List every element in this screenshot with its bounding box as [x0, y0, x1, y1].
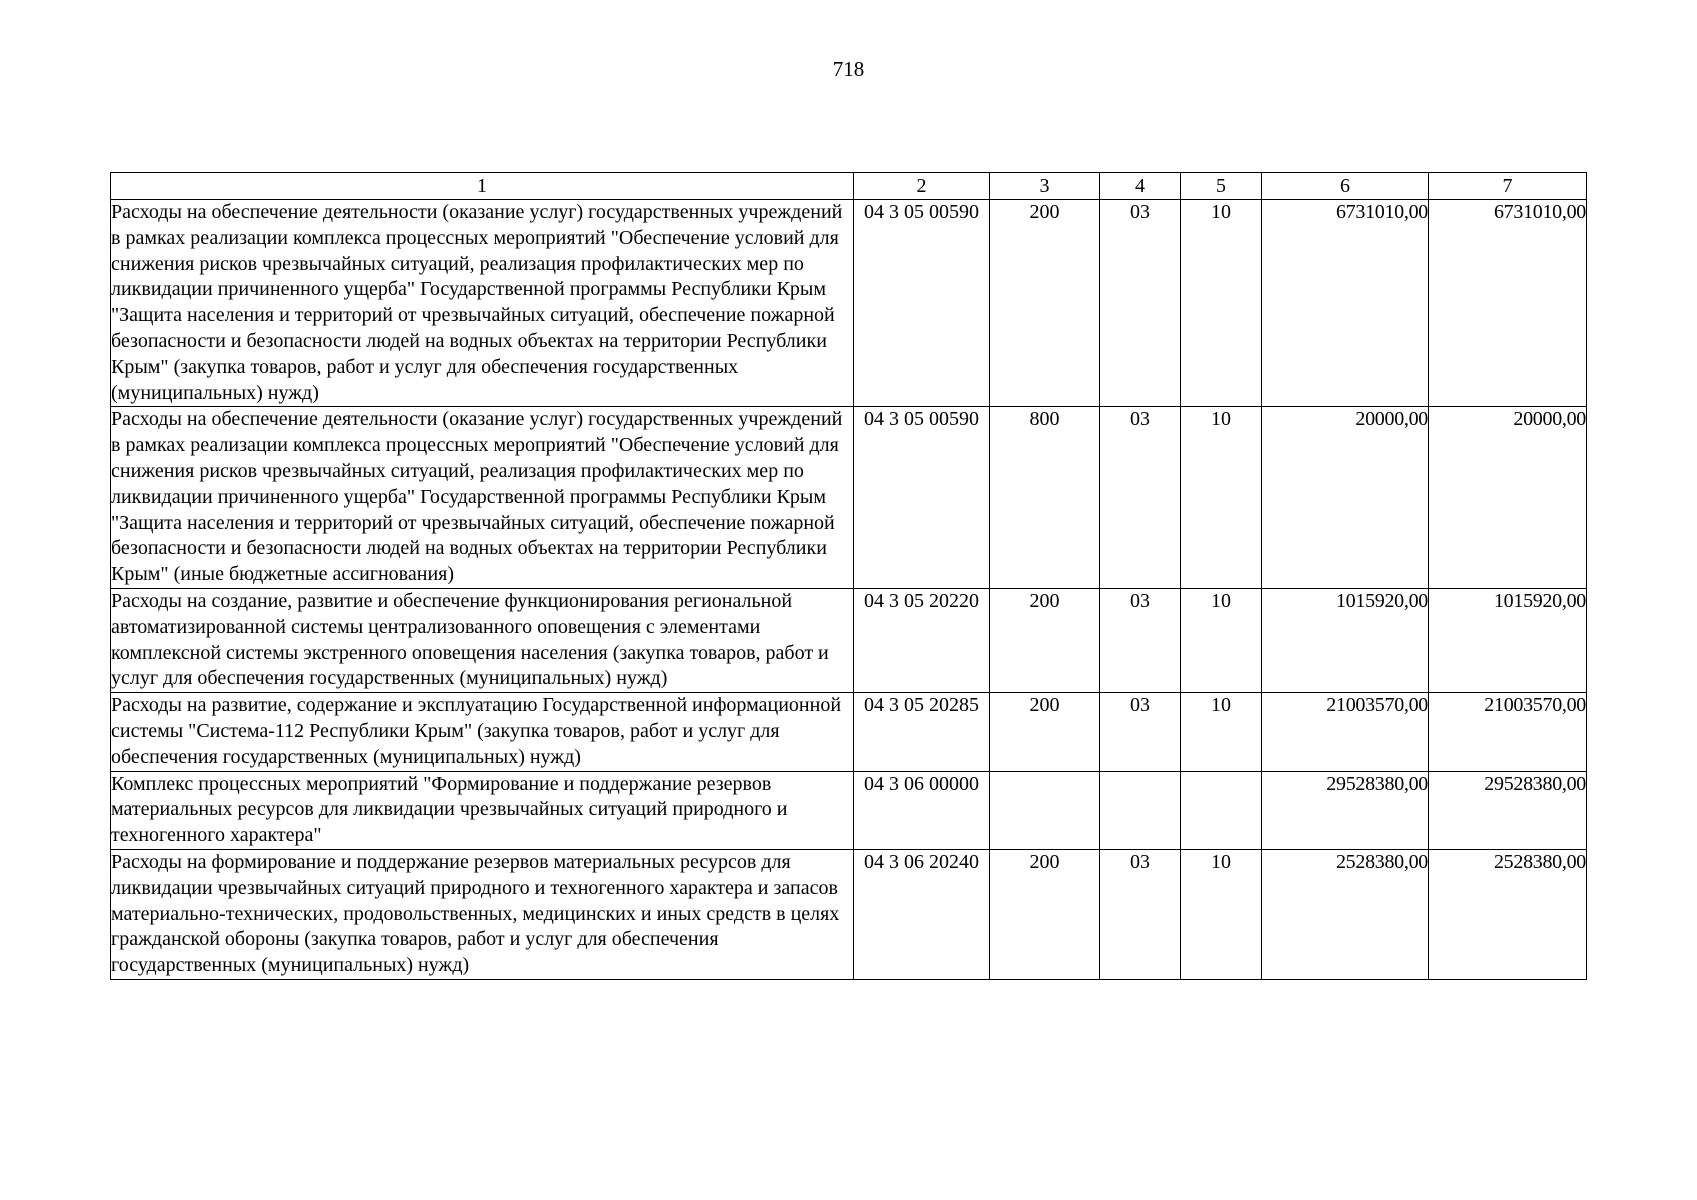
row-amount-col7: 21003570,00: [1429, 693, 1587, 771]
row-expense-type: 200: [990, 200, 1100, 407]
table-row: [111, 588, 1587, 692]
row-subsection: 10: [1181, 200, 1262, 407]
row-amount-col6: 20000,00: [1262, 407, 1429, 589]
column-header-1: 1: [111, 173, 854, 200]
budget-table: [110, 172, 1587, 980]
row-section: 03: [1100, 407, 1181, 589]
column-header-2: 2: [854, 173, 990, 200]
row-subsection: 10: [1181, 588, 1262, 692]
table-header-row: [111, 173, 1587, 200]
row-expense-type: 200: [990, 693, 1100, 771]
row-amount-col6: 6731010,00: [1262, 200, 1429, 407]
row-amount-col7: 1015920,00: [1429, 588, 1587, 692]
table-row: [111, 771, 1587, 849]
page-number: 718: [832, 57, 865, 81]
row-section: [1100, 771, 1181, 849]
row-expense-type: [990, 771, 1100, 849]
row-expense-type: 200: [990, 849, 1100, 979]
row-subsection: 10: [1181, 693, 1262, 771]
column-header-5: 5: [1181, 173, 1262, 200]
row-description: Расходы на создание, развитие и обеспечение функционирования региональной автоматизированной системы централизованного оповещения с элементами комплексной системы экстренного оповещения населения (закупка товаров, работ и услуг для обеспечения государственных (муниципальных) нужд): [111, 588, 854, 692]
table-row: [111, 693, 1587, 771]
table-row: [111, 407, 1587, 589]
row-subsection: [1181, 771, 1262, 849]
row-amount-col7: 20000,00: [1429, 407, 1587, 589]
row-target-code: 04 3 06 00000: [854, 771, 990, 849]
row-expense-type: 200: [990, 588, 1100, 692]
row-subsection: 10: [1181, 849, 1262, 979]
row-description: Комплекс процессных мероприятий "Формирование и поддержание резервов материальных ресурсов для ликвидации чрезвычайных ситуаций природного и техногенного характера": [111, 771, 854, 849]
row-section: 03: [1100, 200, 1181, 407]
column-header-4: 4: [1100, 173, 1181, 200]
table-row: [111, 849, 1587, 979]
column-header-3: 3: [990, 173, 1100, 200]
row-amount-col6: 21003570,00: [1262, 693, 1429, 771]
row-target-code: 04 3 06 20240: [854, 849, 990, 979]
row-description: Расходы на обеспечение деятельности (оказание услуг) государственных учреждений в рамках реализации комплекса процессных мероприятий "Обеспечение условий для снижения рисков чрезвычайных ситуаций, реализация профилактических мер по ликвидации причиненного ущерба" Государственной программы Республики Крым "Защита населения и территорий от чрезвычайных ситуаций, обеспечение пожарной безопасности и безопасности людей на водных объектах на территории Республики Крым" (закупка товаров, работ и услуг для обеспечения государственных (муниципальных) нужд): [111, 200, 854, 407]
row-amount-col6: 29528380,00: [1262, 771, 1429, 849]
row-expense-type: 800: [990, 407, 1100, 589]
column-header-7: 7: [1429, 173, 1587, 200]
row-description: Расходы на развитие, содержание и эксплуатацию Государственной информационной системы "Система-112 Республики Крым" (закупка товаров, работ и услуг для обеспечения государственных (муниципальных) нужд): [111, 693, 854, 771]
row-amount-col7: 29528380,00: [1429, 771, 1587, 849]
row-description: Расходы на формирование и поддержание резервов материальных ресурсов для ликвидации чрезвычайных ситуаций природного и техногенного характера и запасов материально-технических, продовольственных, медицинских и иных средств в целях гражданской обороны (закупка товаров, работ и услуг для обеспечения государственных (муниципальных) нужд): [111, 849, 854, 979]
row-section: 03: [1100, 588, 1181, 692]
row-target-code: 04 3 05 00590: [854, 407, 990, 589]
column-header-6: 6: [1262, 173, 1429, 200]
row-amount-col6: 2528380,00: [1262, 849, 1429, 979]
row-section: 03: [1100, 849, 1181, 979]
row-amount-col6: 1015920,00: [1262, 588, 1429, 692]
row-amount-col7: 2528380,00: [1429, 849, 1587, 979]
row-section: 03: [1100, 693, 1181, 771]
row-subsection: 10: [1181, 407, 1262, 589]
row-amount-col7: 6731010,00: [1429, 200, 1587, 407]
table-row: [111, 200, 1587, 407]
row-target-code: 04 3 05 20220: [854, 588, 990, 692]
row-description: Расходы на обеспечение деятельности (оказание услуг) государственных учреждений в рамках реализации комплекса процессных мероприятий "Обеспечение условий для снижения рисков чрезвычайных ситуаций, реализация профилактических мер по ликвидации причиненного ущерба" Государственной программы Республики Крым "Защита населения и территорий от чрезвычайных ситуаций, обеспечение пожарной безопасности и безопасности людей на водных объектах на территории Республики Крым" (иные бюджетные ассигнования): [111, 407, 854, 589]
row-target-code: 04 3 05 20285: [854, 693, 990, 771]
row-target-code: 04 3 05 00590: [854, 200, 990, 407]
